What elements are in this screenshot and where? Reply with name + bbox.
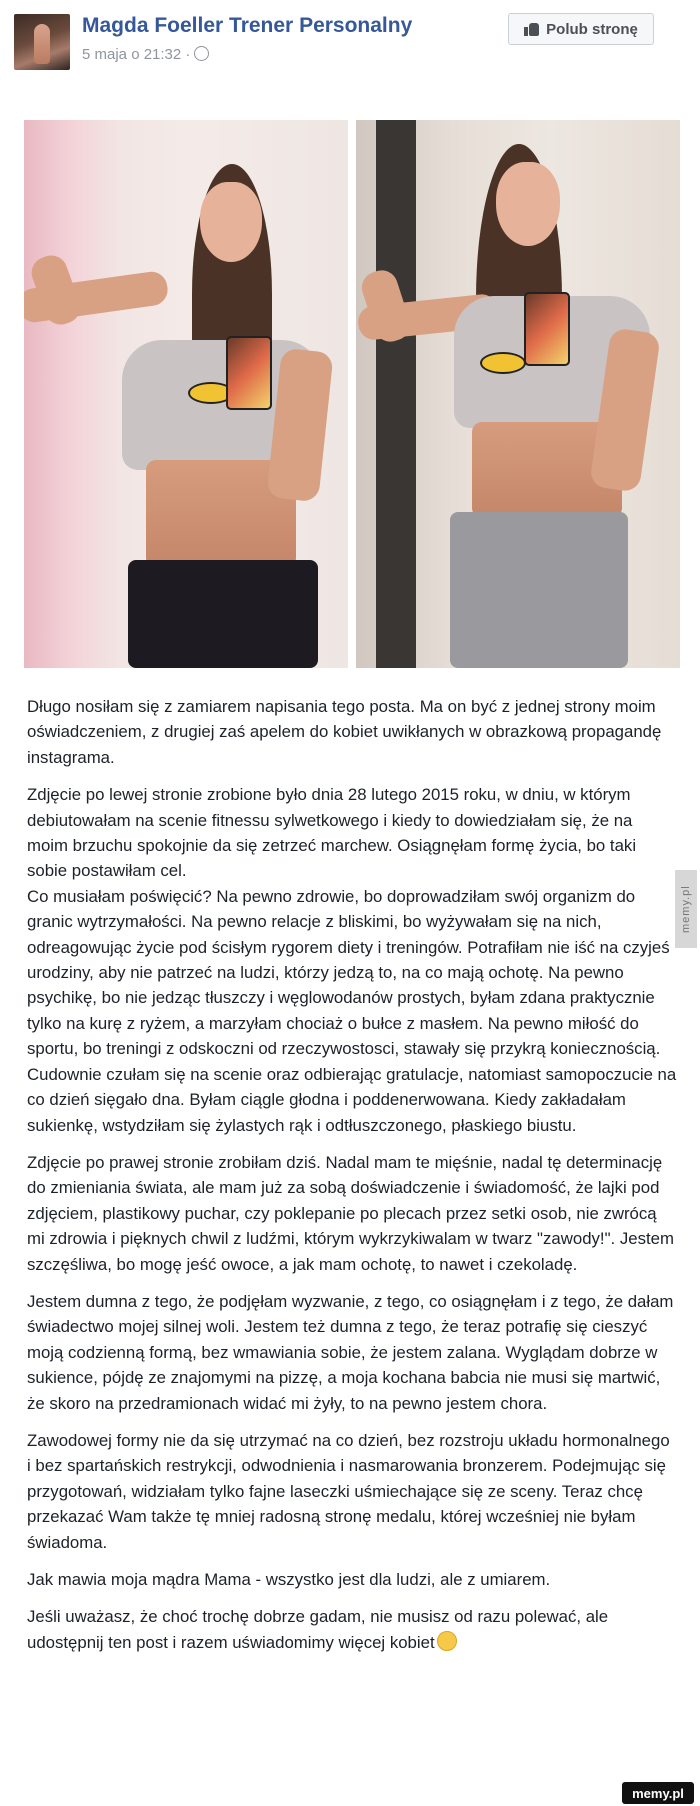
photo-before[interactable]: [24, 120, 348, 668]
post-timestamp[interactable]: [82, 46, 209, 63]
person-figure: [356, 120, 680, 668]
post-paragraph-last: [27, 1604, 677, 1655]
post-header: [0, 0, 700, 92]
thumbs-up-icon: [524, 22, 539, 36]
globe-icon: [194, 46, 209, 61]
photo-after[interactable]: [356, 120, 680, 668]
post-paragraph-text: Jeśli uważasz, że choć trochę dobrze gadam, nie musisz od razu polewać, ale udostępnij ten post i razem uświadomimy więcej kobiet: [27, 1607, 609, 1652]
person-figure: [24, 120, 348, 668]
post-paragraph: Zdjęcie po prawej stronie zrobiłam dziś. Nadal mam te mięśnie, nadal tę determinację do zmieniania świata, ale mam już za sobą doświadczenie i świadomość, że lajki pod zdjęciem, plastikowy puchar, czy poklepanie po plecach przez setki osob, nie zwrócą mi zdrowia i pięknych chwil z ludźmi, którym wykrzykiwalam w twarz "zawody!". Jestem szczęśliwa, bo mogę jeść owoce, a jak mam ochotę, to nawet i czekoladę.: [27, 1152, 674, 1274]
page-avatar[interactable]: [14, 14, 70, 70]
smile-emoji-icon: [437, 1631, 457, 1651]
corner-watermark: memy.pl: [622, 1782, 694, 1804]
post-body: [27, 694, 677, 1667]
post-paragraph: Długo nosiłam się z zamiarem napisania tego posta. Ma on być z jednej strony moim oświadczeniem, z drugiej zaś apelem do kobiet uwikłanych w obrazkową propagandę instagrama.: [27, 697, 662, 767]
post-paragraph: Jestem dumna z tego, że podjęłam wyzwanie, z tego, co osiągnęłam i z tego, że dałam świadectwo mojej silnej woli. Jestem też dumna z tego, że teraz potrafię się cieszyć moją codzienną formą, bez wmawiania sobie, że jestem zalana. Wyglądam dobrze w sukience, pójdę ze znajomymi na pizzę, a moja kochana babcia nie musi się martwić, że skoro na przedramionach widać mi żyły, to na pewno jestem chora.: [27, 1291, 674, 1413]
like-page-button[interactable]: [508, 13, 654, 45]
page-name-link[interactable]: Magda Foeller Trener Personalny: [82, 14, 413, 37]
post-paragraph: Zdjęcie po lewej stronie zrobione było dnia 28 lutego 2015 roku, w dniu, w którym debiutowałam na scenie fitnessu sylwetkowego i kiedy to dowiedziałam się, że na moim brzuchu spokojnie da się zetrzeć marchew. Osiągnęłam formę życia, bo taki sobie postawiłam cel. Co musiałam poświęcić? Na pewno zdrowie, bo doprowadziłam swój organizm do granic wytrzymałości. Na pewno relacje z bliskimi, bo wyżywałam się na nich, odreagowując życie pod ścisłym rygorem diety i treningów. Potrafiłam nie iść na czyjeś urodziny, aby nie patrzeć na ludzi, którzy jedzą to, na co mają ochotę. Na pewno psychikę, bo nie jedząc tłuszczy i węglowodanów prostych, byłam zdana praktycznie tylko na kurę z ryżem, a marzyłam chociaż o bułce z masłem. Na pewno miłość do sportu, bo treningi z odskoczni od rzeczywostosci, stawały się przykrą koniecznością. Cudownie czułam się na scenie oraz odbierając gratulacje, natomiast samopoczucie na co dzień sięgało dna. Byłam ciągle głodna i poddenerwowana. Kiedy zakładałam sukienkę, wstydziłam się żylastych rąk i odtłuszczonego, płaskiego biustu.: [27, 785, 677, 1135]
like-page-label: Polub stronę: [546, 20, 638, 38]
post-paragraph: Zawodowej formy nie da się utrzymać na co dzień, bez rozstroju układu hormonalnego i bez spartańskich restrykcji, odwodnienia i nasmarowania bronzerem. Podejmując się przygotowań, widziałam tylko fajne laseczki uśmiechające się ze sceny. Teraz chcę przekazać Wam także tę mniej radosną stronę medalu, której wcześniej nie byłam świadoma.: [27, 1430, 670, 1552]
post-paragraph: Jak mawia moja mądra Mama - wszystko jest dla ludzi, ale z umiarem.: [27, 1570, 551, 1589]
post-date[interactable]: 5 maja o 21:32 ·: [82, 46, 191, 63]
side-watermark: memy.pl: [675, 870, 697, 948]
